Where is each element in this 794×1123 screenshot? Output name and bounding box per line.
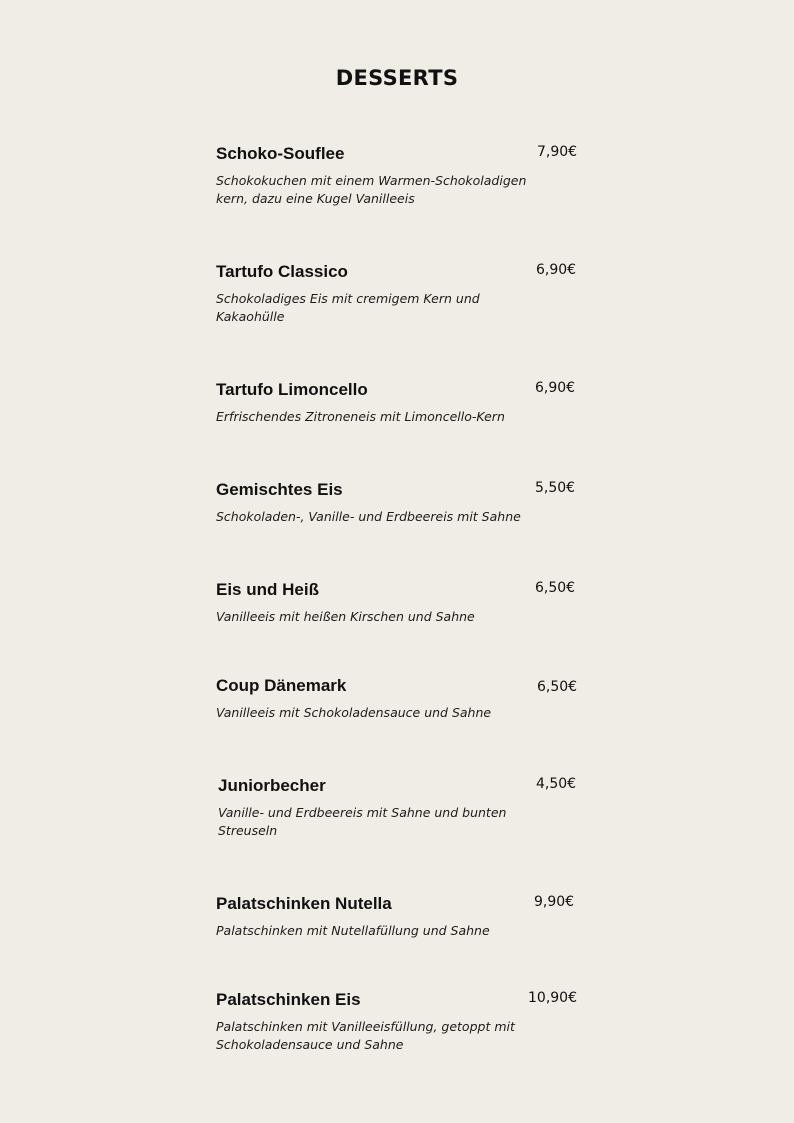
item-name: Juniorbecher: [218, 776, 326, 795]
item-price: 6,90€: [536, 262, 577, 278]
item-price: 10,90€: [528, 990, 577, 1006]
item-description: Vanilleeis mit Schokoladensauce und Sahne: [216, 705, 492, 720]
item-price: 6,90€: [535, 380, 576, 396]
item-description: Vanilleeis mit heißen Kirschen und Sahne: [216, 609, 475, 624]
item-name: Gemischtes Eis: [216, 480, 343, 499]
item-price: 6,50€: [535, 580, 576, 596]
item-price: 4,50€: [536, 776, 577, 792]
item-price: 5,50€: [535, 480, 576, 496]
item-name: Palatschinken Nutella: [216, 894, 392, 913]
item-description: Vanille- und Erdbeereis mit Sahne und bunten Streuseln: [218, 805, 507, 838]
item-description: Schokoladen-, Vanille- und Erdbeereis mit Sahne: [216, 509, 521, 524]
item-price: 9,90€: [534, 894, 575, 910]
item-description: Schokoladiges Eis mit cremigem Kern und Kakaohülle: [216, 291, 480, 324]
item-name: Tartufo Classico: [216, 262, 348, 281]
menu-title: DESSERTS: [335, 66, 459, 90]
item-description: Schokokuchen mit einem Warmen-Schokoladigen kern, dazu eine Kugel Vanilleeis: [216, 173, 527, 206]
item-name: Eis und Heiß: [216, 580, 319, 599]
item-name: Coup Dänemark: [216, 676, 347, 695]
item-name: Schoko-Souflee: [216, 144, 345, 163]
item-price: 6,50€: [537, 679, 578, 695]
item-price: 7,90€: [537, 144, 578, 160]
item-name: Tartufo Limoncello: [216, 380, 368, 399]
item-description: Palatschinken mit Nutellafüllung und Sahne: [216, 923, 490, 938]
item-description: Palatschinken mit Vanilleeisfüllung, getoppt mit Schokoladensauce und Sahne: [216, 1019, 515, 1052]
item-name: Palatschinken Eis: [216, 990, 361, 1009]
item-description: Erfrischendes Zitroneneis mit Limoncello-Kern: [216, 409, 505, 424]
